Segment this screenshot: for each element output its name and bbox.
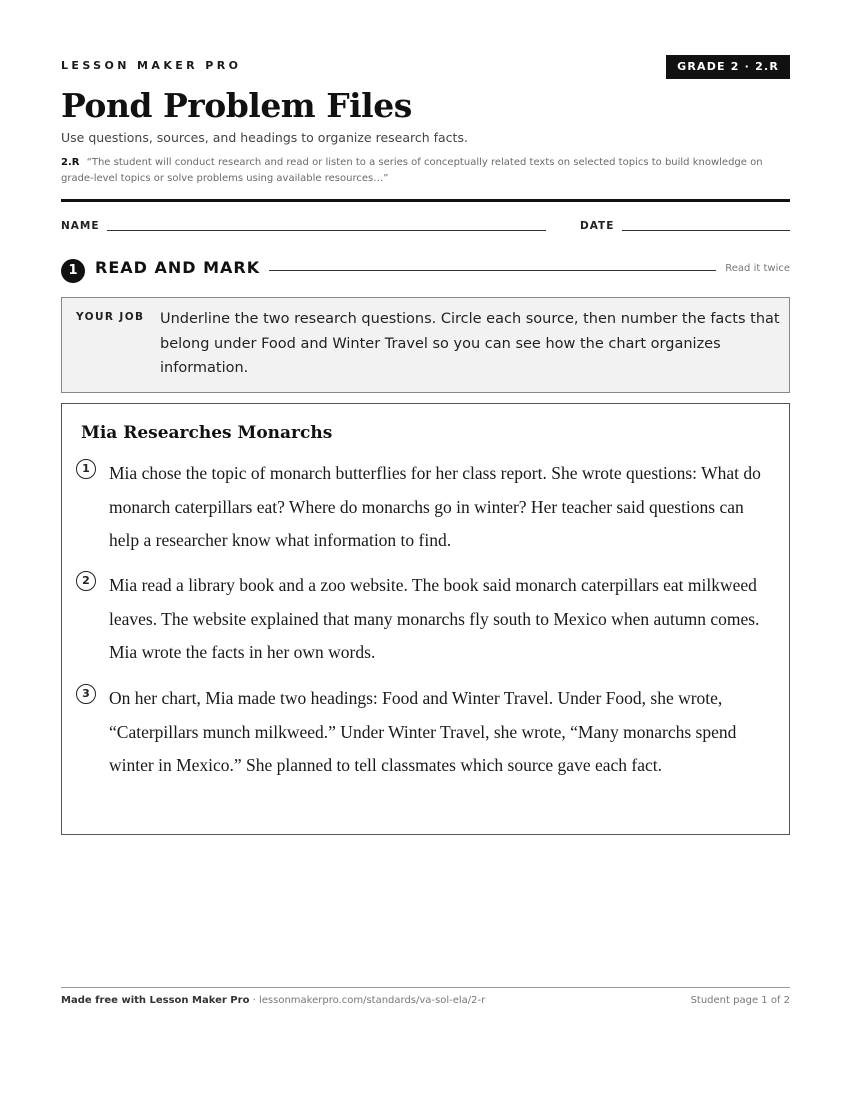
name-field[interactable] — [107, 230, 546, 231]
section-title: READ AND MARK — [95, 258, 261, 277]
instructions-text: Underline the two research questions. Circle each source, then number the facts that belong under Food and Winter Travel so you can see how the chart organizes information. — [160, 311, 780, 376]
paragraph-text: Mia read a library book and a zoo website. The book said monarch caterpillars eat milkweed leaves. The website explained that many monarchs fly south to Mexico when autumn comes. Mia wrote the facts in her own words. — [109, 575, 760, 663]
name-label: NAME — [61, 220, 100, 232]
standard-code: 2.R — [61, 157, 80, 168]
header-bar — [61, 55, 790, 79]
step-number-badge: 1 — [61, 259, 85, 283]
worksheet-page — [61, 0, 790, 1100]
instructions-box — [61, 297, 790, 393]
paragraph-number: 2 — [76, 571, 96, 591]
paragraph-number: 1 — [76, 459, 96, 479]
footer-separator: · — [249, 995, 259, 1006]
paragraph-text: Mia chose the topic of monarch butterflies for her class report. She wrote questions: What do monarch caterpillars eat? Where do monarchs go in winter? Her teacher said questions can help a researcher know what information to find. — [109, 463, 761, 551]
reading-passage — [61, 403, 790, 835]
date-field[interactable] — [622, 230, 790, 231]
section-header — [61, 257, 790, 283]
standard-statement — [61, 155, 790, 187]
page-title: Pond Problem Files — [61, 86, 412, 125]
name-date-row — [61, 219, 790, 235]
passage-title: Mia Researches Monarchs — [81, 423, 333, 443]
section-divider — [269, 270, 716, 271]
paragraph-number: 3 — [76, 684, 96, 704]
date-label: DATE — [580, 220, 615, 232]
brand-name: LESSON MAKER PRO — [61, 59, 242, 72]
header-divider — [61, 199, 790, 202]
paragraph-text: On her chart, Mia made two headings: Food and Winter Travel. Under Food, she wrote, “Caterpillars munch milkweed.” Under Winter Travel, she wrote, “Many monarchs spend winter in Mexico.” She planned to tell classmates which source gave each fact. — [109, 688, 737, 776]
footer-made-with: Made free with Lesson Maker Pro — [61, 995, 250, 1006]
instructions-label: YOUR JOB — [76, 311, 145, 323]
section-note: Read it twice — [725, 263, 790, 274]
footer-divider — [61, 987, 790, 988]
standard-text: “The student will conduct research and read or listen to a series of conceptually related texts on selected topics to build knowledge on grade-level topics or solve problems using available resources…” — [61, 157, 763, 184]
page-indicator: Student page 1 of 2 — [690, 995, 790, 1006]
footer-credit — [61, 995, 485, 1006]
footer-url[interactable]: lessonmakerpro.com/standards/va-sol-ela/2-r — [258, 995, 486, 1006]
page-subtitle: Use questions, sources, and headings to organize research facts. — [61, 130, 468, 145]
grade-badge: GRADE 2 · 2.R — [666, 55, 790, 79]
